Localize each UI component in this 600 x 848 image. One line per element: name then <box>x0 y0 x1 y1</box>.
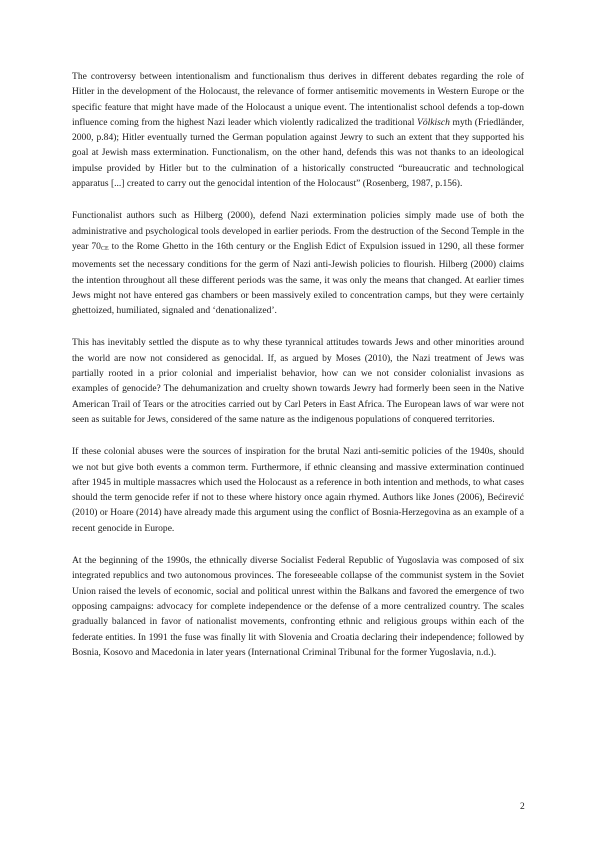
page-number: 2 <box>520 802 525 812</box>
text-segment: At the beginning of the 1990s, the ethnically diverse Socialist Federal Republic of Yugoslavia was composed of six integrated republics and two autonomous provinces. The foreseeable collapse of the communist system in the Soviet Union raised the levels of economic, social and political unrest within the Balkans and favored the emergence of two opposing campaigns: advocacy for complete independence or the defense of a more centralized country. The scales gradually balanced in favor of nationalist movements, confronting ethnic and religious groups within each of the federate entities. In 1991 the fuse was finally lit with Slovenia and Croatia declaring their independence; followed by Bosnia, Kosovo and Macedonia in later years (International Criminal Tribunal for the former Yugoslavia, n.d.). <box>72 555 524 658</box>
text-segment: to the Rome Ghetto in the 16th century or the English Edict of Expulsion issued in 1290, all these former movements set the necessary conditions for the germ of Nazi anti-Jewish policies to flourish. Hilberg (2000) claims the intention throughout all these different periods was the same, it was only the means that changed. At earlier times Jews might not have entered gas chambers or been massively exiled to concentration camps, but they were certainly ghettoized, humiliated, signaled and ‘denationalized’. <box>72 240 524 317</box>
paragraph-2 <box>72 208 524 318</box>
era-subscript: CE <box>100 245 109 252</box>
paragraph-4 <box>72 444 524 536</box>
text-segment: Functionalist authors such as Hilberg (2000), defend Nazi extermination policies simply made use of both the administrative and psychological tools developed in earlier periods. From the destruction of the Second Temple in the year 70 <box>72 210 524 252</box>
text-segment: If these colonial abuses were the sources of inspiration for the brutal Nazi anti-semitic policies of the 1940s, should we not but give both events a common term. Furthermore, if ethnic cleansing and massive extermination continued after 1945 in multiple massacres which used the Holocaust as a reference in both intention and methods, to what cases should the term genocide refer if not to these where history once again rhymed. Authors like Jones (2006), Bećirević (2010) or Hoare (2014) have already made this argument using the conflict of Bosnia-Herzegovina as an example of a recent genocide in Europe. <box>72 446 524 534</box>
italic-term: Völkisch <box>417 116 450 128</box>
text-segment: The controversy between intentionalism and functionalism thus derives in different debates regarding the role of Hitler in the development of the Holocaust, the relevance of former antisemitic movements in Western Europe or the specific feature that might have made of the Holocaust a unique event. The intentionalist school defends a top-down influence coming from the highest Nazi leader which violently radicalized the traditional <box>72 71 524 128</box>
paragraph-3 <box>72 335 524 427</box>
text-segment: This has inevitably settled the dispute as to why these tyrannical attitudes towards Jews and other minorities around the world are now not considered as genocidal. If, as argued by Moses (2010), the Nazi treatment of Jews was partially rooted in a prior colonial and imperialist behavior, how can we not consider colonialist invasions as examples of genocide? The dehumanization and cruelty shown towards Jewry had formerly been seen in the Native American Trail of Tears or the atrocities carried out by Carl Peters in East Africa. The European laws of war were not seen as suitable for Jews, considered of the same nature as the indigenous populations of conquered territories. <box>72 337 524 425</box>
paragraph-1 <box>72 69 524 191</box>
page-body <box>72 69 524 677</box>
text-segment: myth (Friedländer, 2000, p.84); Hitler eventually turned the German population against Jewry to such an extent that they supported his goal at Jewish mass extermination. Functionalism, on the other hand, defends this was not thanks to an ideological impulse provided by Hitler but to the culmination of a historically constructed “bureaucratic and technological apparatus [...] created to carry out the genocidal intention of the Holocaust” (Rosenberg, 1987, p.156). <box>72 116 524 190</box>
paragraph-5 <box>72 553 524 660</box>
